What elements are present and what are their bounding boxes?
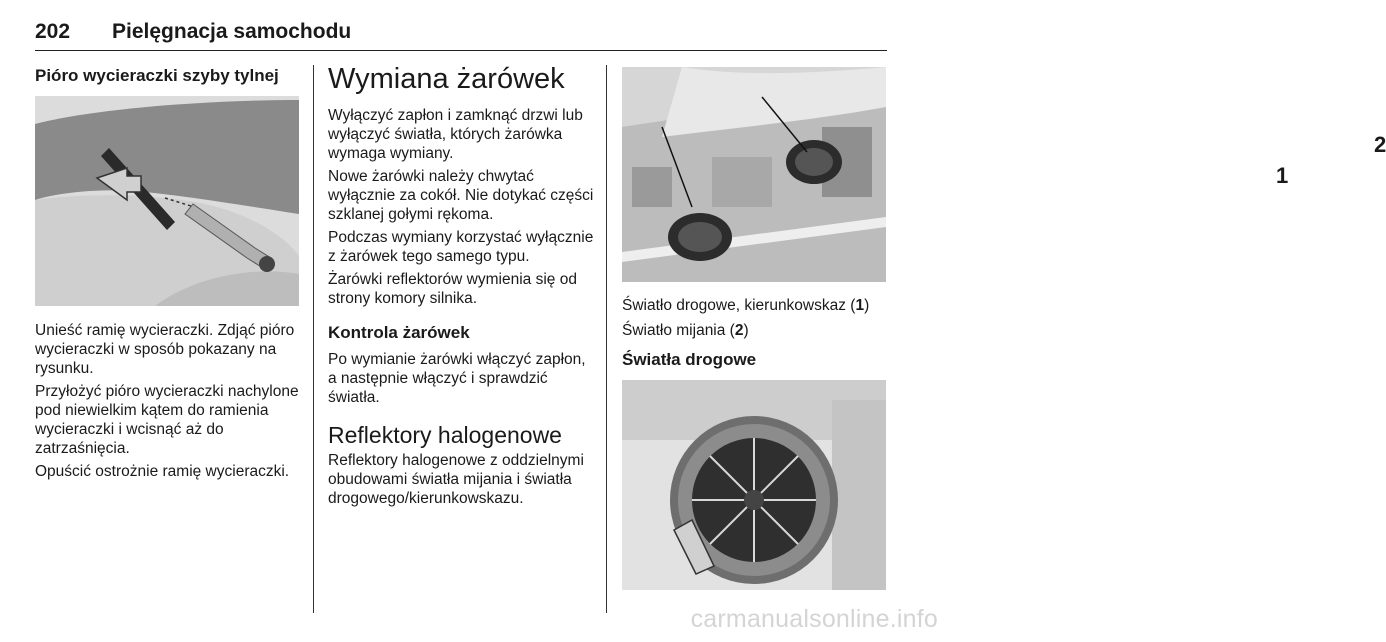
high-beam-heading: Światła drogowe (622, 350, 757, 369)
paragraph: Wyłączyć zapłon i zamknąć drzwi lub wyłączyć światła, których żarówka wymaga wymiany. (328, 107, 583, 162)
paragraph: Przyłożyć pióro wycieraczki nachylone pod niewielkim kątem do ramienia wycieraczki i wcisnąć aż do zatrzaśnięcia. (35, 383, 299, 457)
engine-bay-illustration (622, 67, 1386, 282)
column-1 (35, 62, 299, 481)
paragraph: Nowe żarówki należy chwytać wyłącznie za cokół. Nie dotykać części szklanej gołymi rękoma. (328, 168, 594, 223)
paragraph: Żarówki reflektorów wymienia się od strony komory silnika. (328, 271, 577, 307)
column-2 (328, 62, 594, 508)
section-title: Pielęgnacja samochodu (112, 20, 352, 43)
wiper-blade-heading: Pióro wycieraczki szyby tylnej (35, 66, 279, 85)
caption-low-beam: Światło mijania (2) (622, 322, 749, 339)
column-divider-1 (313, 65, 314, 613)
watermark: carmanualsonline.info (690, 605, 938, 633)
paragraph: Po wymianie żarówki włączyć zapłon, a następnie włączyć i sprawdzić światła. (328, 351, 586, 406)
paragraph: Podczas wymiany korzystać wyłącznie z żarówek tego samego typu. (328, 229, 594, 265)
caption-high-beam: Światło drogowe, kierunkowskaz (1) (622, 297, 870, 314)
bulb-replacement-heading: Wymiana żarówek (328, 63, 565, 95)
callout-2: 2 (1374, 132, 1386, 157)
paragraph: Reflektory halogenowe z oddzielnymi obudowami światła mijania i światła drogowego/kierunkowskazu. (328, 452, 584, 507)
column-divider-2 (606, 65, 607, 613)
paragraph: Unieść ramię wycieraczki. Zdjąć pióro wycieraczki w sposób pokazany na rysunku. (35, 322, 295, 377)
page-header (35, 10, 887, 51)
paragraph: Opuścić ostrożnie ramię wycieraczki. (35, 463, 290, 480)
column-3 (622, 62, 1386, 590)
bulb-check-heading: Kontrola żarówek (328, 323, 470, 342)
callout-1: 1 (1276, 163, 1289, 188)
headlight-cover-illustration (622, 380, 886, 590)
halogen-headlights-heading: Reflektory halogenowe (328, 422, 562, 448)
page-number: 202 (35, 20, 71, 43)
wiper-illustration (35, 96, 299, 306)
